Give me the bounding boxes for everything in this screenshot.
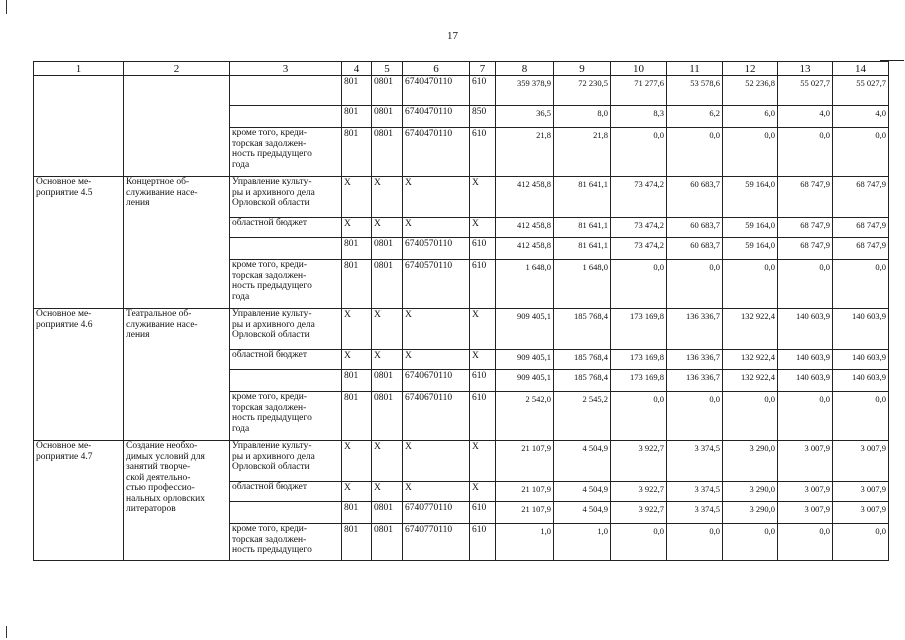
code-grbs-cell: 801 [342, 238, 372, 260]
funding-source-cell: кроме того, креди- торская задолжен- ность предыдущего года [230, 128, 342, 177]
amount-cell: 3 007,9 [833, 482, 889, 502]
code-target-cell: 6740470110 [403, 106, 470, 128]
funding-source-cell [230, 238, 342, 260]
amount-cell: 3 922,7 [611, 482, 667, 502]
scan-edge-mark [6, 0, 7, 14]
amount-cell: 3 374,5 [667, 482, 723, 502]
amount-cell: 412 458,8 [496, 177, 554, 218]
amount-cell: 0,0 [667, 128, 723, 177]
column-header: 3 [230, 62, 342, 76]
amount-cell: 3 922,7 [611, 441, 667, 482]
amount-cell: 3 007,9 [778, 502, 833, 524]
amount-cell: 4 504,9 [554, 502, 611, 524]
activity-title-cell: Театральное об- служивание насе- ления [124, 309, 230, 441]
code-section-cell: Х [372, 218, 403, 238]
amount-cell: 3 007,9 [778, 441, 833, 482]
amount-cell: 59 164,0 [723, 238, 778, 260]
code-section-cell: 0801 [372, 260, 403, 309]
funding-source-cell: областной бюджет [230, 482, 342, 502]
amount-cell: 3 290,0 [723, 482, 778, 502]
amount-cell: 55 027,7 [833, 76, 889, 106]
code-section-cell: 0801 [372, 106, 403, 128]
code-section-cell: 0801 [372, 76, 403, 106]
amount-cell: 0,0 [667, 524, 723, 561]
code-expense-type-cell: 610 [470, 76, 496, 106]
activity-cell: Основное ме- роприятие 4.5 [34, 177, 124, 309]
code-expense-type-cell: 610 [470, 238, 496, 260]
amount-cell: 4,0 [833, 106, 889, 128]
code-section-cell: 0801 [372, 524, 403, 561]
code-section-cell: 0801 [372, 238, 403, 260]
code-expense-type-cell: Х [470, 309, 496, 350]
scan-edge-mark [6, 626, 7, 638]
amount-cell: 6,2 [667, 106, 723, 128]
activity-title-cell [124, 76, 230, 177]
code-expense-type-cell: 610 [470, 502, 496, 524]
code-grbs-cell: 801 [342, 128, 372, 177]
code-section-cell: Х [372, 309, 403, 350]
code-grbs-cell: Х [342, 350, 372, 370]
funding-source-cell [230, 502, 342, 524]
amount-cell: 132 922,4 [723, 370, 778, 392]
code-target-cell: 6740770110 [403, 524, 470, 561]
code-expense-type-cell: Х [470, 441, 496, 482]
amount-cell: 2 545,2 [554, 392, 611, 441]
column-header: 7 [470, 62, 496, 76]
column-header: 4 [342, 62, 372, 76]
amount-cell: 136 336,7 [667, 309, 723, 350]
amount-cell: 909 405,1 [496, 370, 554, 392]
column-header: 10 [611, 62, 667, 76]
amount-cell: 72 230,5 [554, 76, 611, 106]
code-target-cell: Х [403, 441, 470, 482]
amount-cell: 81 641,1 [554, 238, 611, 260]
column-header: 14 [833, 62, 889, 76]
funding-source-cell: кроме того, креди- торская задолжен- ность предыдущего года [230, 260, 342, 309]
code-grbs-cell: 801 [342, 76, 372, 106]
funding-source-cell: кроме того, креди- торская задолжен- ность предыдущего года [230, 392, 342, 441]
amount-cell: 3 007,9 [833, 441, 889, 482]
amount-cell: 173 169,8 [611, 309, 667, 350]
amount-cell: 60 683,7 [667, 218, 723, 238]
code-target-cell: 6740570110 [403, 238, 470, 260]
code-expense-type-cell: 850 [470, 106, 496, 128]
activity-cell: Основное ме- роприятие 4.6 [34, 309, 124, 441]
code-grbs-cell: 801 [342, 106, 372, 128]
amount-cell: 52 236,8 [723, 76, 778, 106]
code-grbs-cell: Х [342, 218, 372, 238]
code-expense-type-cell: Х [470, 482, 496, 502]
amount-cell: 140 603,9 [833, 309, 889, 350]
code-target-cell: Х [403, 482, 470, 502]
amount-cell: 0,0 [611, 128, 667, 177]
amount-cell: 136 336,7 [667, 350, 723, 370]
activity-cell: Основное ме- роприятие 4.7 [34, 441, 124, 561]
column-header: 11 [667, 62, 723, 76]
amount-cell: 1 648,0 [554, 260, 611, 309]
code-target-cell: Х [403, 177, 470, 218]
column-header: 13 [778, 62, 833, 76]
amount-cell: 4 504,9 [554, 482, 611, 502]
column-header: 2 [124, 62, 230, 76]
code-target-cell: 6740470110 [403, 76, 470, 106]
amount-cell: 68 747,9 [833, 177, 889, 218]
column-header: 1 [34, 62, 124, 76]
amount-cell: 21 107,9 [496, 502, 554, 524]
amount-cell: 3 374,5 [667, 502, 723, 524]
amount-cell: 132 922,4 [723, 309, 778, 350]
amount-cell: 0,0 [778, 128, 833, 177]
funding-source-cell: областной бюджет [230, 218, 342, 238]
amount-cell: 0,0 [723, 392, 778, 441]
code-section-cell: 0801 [372, 128, 403, 177]
code-expense-type-cell: Х [470, 218, 496, 238]
code-section-cell: 0801 [372, 392, 403, 441]
amount-cell: 132 922,4 [723, 350, 778, 370]
code-grbs-cell: 801 [342, 392, 372, 441]
table-row [34, 309, 889, 350]
code-section-cell: Х [372, 441, 403, 482]
code-grbs-cell: 801 [342, 524, 372, 561]
amount-cell: 60 683,7 [667, 238, 723, 260]
code-grbs-cell: 801 [342, 260, 372, 309]
code-target-cell: 6740470110 [403, 128, 470, 177]
amount-cell: 55 027,7 [778, 76, 833, 106]
amount-cell: 140 603,9 [778, 309, 833, 350]
amount-cell: 8,0 [554, 106, 611, 128]
code-target-cell: Х [403, 350, 470, 370]
amount-cell: 0,0 [833, 524, 889, 561]
amount-cell: 36,5 [496, 106, 554, 128]
amount-cell: 0,0 [611, 392, 667, 441]
amount-cell: 3 922,7 [611, 502, 667, 524]
amount-cell: 185 768,4 [554, 370, 611, 392]
code-grbs-cell: Х [342, 309, 372, 350]
table-row [34, 177, 889, 218]
amount-cell: 68 747,9 [833, 218, 889, 238]
code-target-cell: 6740570110 [403, 260, 470, 309]
code-expense-type-cell: Х [470, 350, 496, 370]
amount-cell: 53 578,6 [667, 76, 723, 106]
code-expense-type-cell: 610 [470, 128, 496, 177]
code-target-cell: Х [403, 218, 470, 238]
funding-source-cell: Управление культу- ры и архивного дела Орловской области [230, 441, 342, 482]
code-grbs-cell: Х [342, 177, 372, 218]
amount-cell: 0,0 [723, 260, 778, 309]
amount-cell: 412 458,8 [496, 218, 554, 238]
amount-cell: 4 504,9 [554, 441, 611, 482]
column-header: 5 [372, 62, 403, 76]
amount-cell: 1 648,0 [496, 260, 554, 309]
amount-cell: 2 542,0 [496, 392, 554, 441]
page-number: 17 [447, 30, 458, 42]
amount-cell: 1,0 [554, 524, 611, 561]
activity-title-cell: Создание необхо- димых условий для занятий творче- ской деятельно- стью профессио- нальных орловских литераторов [124, 441, 230, 561]
amount-cell: 21,8 [496, 128, 554, 177]
table-row [34, 441, 889, 482]
amount-cell: 412 458,8 [496, 238, 554, 260]
code-expense-type-cell: 610 [470, 260, 496, 309]
column-header: 8 [496, 62, 554, 76]
code-grbs-cell: 801 [342, 502, 372, 524]
amount-cell: 0,0 [667, 392, 723, 441]
funding-source-cell: областной бюджет [230, 350, 342, 370]
amount-cell: 136 336,7 [667, 370, 723, 392]
funding-source-cell [230, 370, 342, 392]
amount-cell: 59 164,0 [723, 218, 778, 238]
amount-cell: 60 683,7 [667, 177, 723, 218]
amount-cell: 0,0 [611, 260, 667, 309]
amount-cell: 81 641,1 [554, 218, 611, 238]
amount-cell: 0,0 [833, 392, 889, 441]
amount-cell: 73 474,2 [611, 238, 667, 260]
amount-cell: 0,0 [778, 392, 833, 441]
code-target-cell: 6740670110 [403, 392, 470, 441]
amount-cell: 185 768,4 [554, 309, 611, 350]
amount-cell: 68 747,9 [778, 177, 833, 218]
activity-cell [34, 76, 124, 177]
code-expense-type-cell: Х [470, 177, 496, 218]
code-section-cell: Х [372, 177, 403, 218]
table-row [34, 76, 889, 106]
amount-cell: 21 107,9 [496, 441, 554, 482]
amount-cell: 140 603,9 [833, 370, 889, 392]
code-grbs-cell: Х [342, 482, 372, 502]
code-grbs-cell: Х [342, 441, 372, 482]
amount-cell: 173 169,8 [611, 370, 667, 392]
budget-table [33, 61, 889, 561]
code-section-cell: 0801 [372, 502, 403, 524]
code-expense-type-cell: 610 [470, 392, 496, 441]
amount-cell: 3 374,5 [667, 441, 723, 482]
amount-cell: 0,0 [723, 524, 778, 561]
amount-cell: 6,0 [723, 106, 778, 128]
amount-cell: 140 603,9 [778, 370, 833, 392]
header-row [34, 62, 889, 76]
amount-cell: 0,0 [833, 260, 889, 309]
code-target-cell: 6740770110 [403, 502, 470, 524]
code-expense-type-cell: 610 [470, 524, 496, 561]
amount-cell: 3 290,0 [723, 441, 778, 482]
amount-cell: 140 603,9 [833, 350, 889, 370]
funding-source-cell: кроме того, креди- торская задолжен- ность предыдущего [230, 524, 342, 561]
amount-cell: 4,0 [778, 106, 833, 128]
amount-cell: 0,0 [723, 128, 778, 177]
column-header: 12 [723, 62, 778, 76]
amount-cell: 71 277,6 [611, 76, 667, 106]
amount-cell: 73 474,2 [611, 177, 667, 218]
amount-cell: 185 768,4 [554, 350, 611, 370]
amount-cell: 359 378,9 [496, 76, 554, 106]
amount-cell: 0,0 [833, 128, 889, 177]
amount-cell: 21,8 [554, 128, 611, 177]
funding-source-cell [230, 106, 342, 128]
amount-cell: 0,0 [667, 260, 723, 309]
amount-cell: 3 007,9 [833, 502, 889, 524]
code-section-cell: Х [372, 482, 403, 502]
code-target-cell: Х [403, 309, 470, 350]
code-section-cell: 0801 [372, 370, 403, 392]
amount-cell: 3 290,0 [723, 502, 778, 524]
amount-cell: 68 747,9 [833, 238, 889, 260]
amount-cell: 909 405,1 [496, 309, 554, 350]
code-section-cell: Х [372, 350, 403, 370]
amount-cell: 68 747,9 [778, 218, 833, 238]
amount-cell: 81 641,1 [554, 177, 611, 218]
amount-cell: 909 405,1 [496, 350, 554, 370]
code-grbs-cell: 801 [342, 370, 372, 392]
amount-cell: 21 107,9 [496, 482, 554, 502]
funding-source-cell: Управление культу- ры и архивного дела Орловской области [230, 177, 342, 218]
amount-cell: 0,0 [611, 524, 667, 561]
amount-cell: 140 603,9 [778, 350, 833, 370]
amount-cell: 8,3 [611, 106, 667, 128]
amount-cell: 0,0 [778, 260, 833, 309]
amount-cell: 173 169,8 [611, 350, 667, 370]
amount-cell: 0,0 [778, 524, 833, 561]
amount-cell: 1,0 [496, 524, 554, 561]
amount-cell: 68 747,9 [778, 238, 833, 260]
amount-cell: 73 474,2 [611, 218, 667, 238]
funding-source-cell: Управление культу- ры и архивного дела Орловской области [230, 309, 342, 350]
funding-source-cell [230, 76, 342, 106]
code-target-cell: 6740670110 [403, 370, 470, 392]
amount-cell: 59 164,0 [723, 177, 778, 218]
column-header: 6 [403, 62, 470, 76]
amount-cell: 3 007,9 [778, 482, 833, 502]
code-expense-type-cell: 610 [470, 370, 496, 392]
activity-title-cell: Концертное об- служивание насе- ления [124, 177, 230, 309]
column-header: 9 [554, 62, 611, 76]
